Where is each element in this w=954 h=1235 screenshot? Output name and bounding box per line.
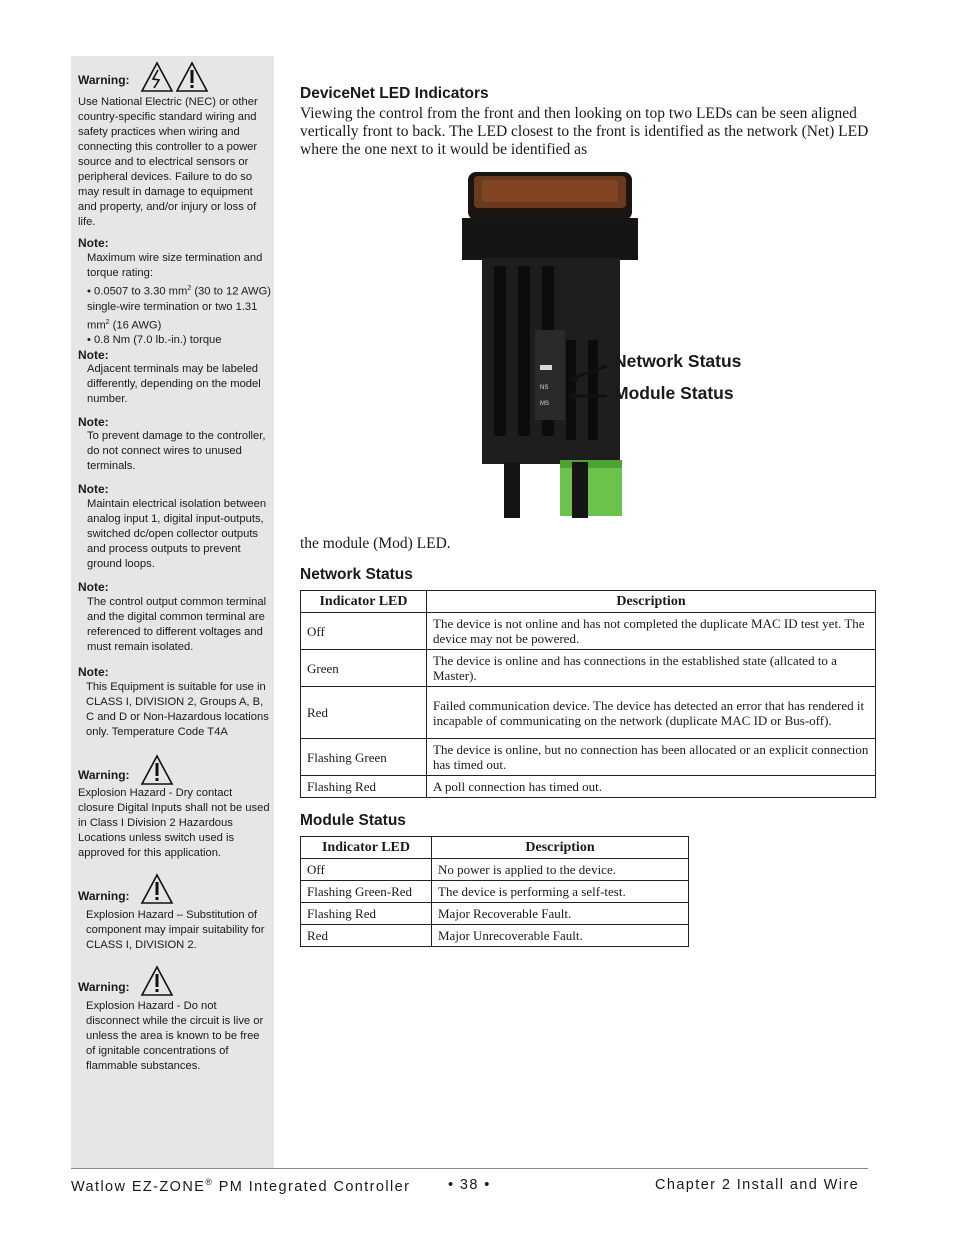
warning-triangle-icon: [140, 873, 174, 905]
warning-text: Explosion Hazard - Do not disconnect while the circuit is live or unless the area is known to be free of ignitable concentrations of flammable substances.: [86, 1000, 264, 1072]
table-cell: A poll connection has timed out.: [427, 776, 876, 798]
footer-product-suffix: PM Integrated Controller: [213, 1178, 411, 1195]
ms-tag: MS: [540, 401, 549, 407]
table-cell: Failed communication device. The device has detected an error that has rendered it incapable of communicating on the network (duplicate MAC ID or Bus-off).: [427, 687, 876, 739]
controller-photo: [460, 170, 640, 520]
note-label: Note:: [78, 415, 109, 429]
note-text: The control output common terminal and the digital common terminal are referenced to different voltages and must remain isolated.: [87, 596, 267, 653]
network-status-table: [300, 590, 876, 798]
warning-label: Warning:: [78, 889, 130, 903]
note-text: To prevent damage to the controller, do not connect wires to unused terminals.: [87, 430, 266, 472]
table-row: [301, 881, 689, 903]
module-status-heading: Module Status: [300, 812, 406, 829]
intro-paragraph: Viewing the control from the front and then looking on top two LEDs can be seen aligned vertically front to back. The LED closest to the front is identified as the network (Net) LED where the one next to it would be identified as: [300, 105, 869, 158]
table-cell: The device is online, but no connection has been allocated or an explicit connection has timed out.: [427, 739, 876, 776]
table-cell: Red: [301, 687, 427, 739]
section-heading: DeviceNet LED Indicators: [300, 85, 489, 102]
warning-triangle-icon: [140, 965, 174, 997]
table-row: [301, 903, 689, 925]
module-status-table: [300, 836, 689, 947]
table-row: [301, 776, 876, 798]
table-cell: The device is online and has connections in the established state (allcated to a Master).: [427, 650, 876, 687]
network-status-heading: Network Status: [300, 566, 413, 583]
note-intro: Maximum wire size termination and torque rating:: [87, 252, 263, 279]
footer-chapter: Chapter 2 Install and Wire: [655, 1177, 860, 1193]
table-cell: Green: [301, 650, 427, 687]
warning-text: Explosion Hazard - Dry contact closure Digital Inputs shall not be used in Class I Division 2 Hazardous Locations unless switch used is approved for this application.: [78, 787, 270, 859]
table-cell: Off: [301, 613, 427, 650]
column-header: Description: [432, 837, 689, 859]
superscript: 2: [187, 285, 192, 292]
table-cell: Major Recoverable Fault.: [432, 903, 689, 925]
warning-text: Explosion Hazard – Substitution of component may impair suitability for CLASS I, DIVISION 2.: [86, 909, 265, 951]
table-row: [301, 613, 876, 650]
warning-text: Use National Electric (NEC) or other country-specific standard wiring and safety practices when wiring and connecting this controller to a power source and to electrical sensors or peripheral devices. Failure to do so may result in damage to equipment and property, and/or injury or loss of life.: [78, 96, 258, 228]
table-cell: Flashing Green-Red: [301, 881, 432, 903]
table-cell: Flashing Red: [301, 776, 427, 798]
table-cell: Major Unrecoverable Fault.: [432, 925, 689, 947]
network-status-callout: Network Status: [614, 351, 742, 371]
warning-label: Warning:: [78, 980, 130, 994]
note-label: Note:: [78, 482, 109, 496]
page-number: • 38 •: [448, 1177, 491, 1193]
note-bullet-end: (16 AWG): [109, 319, 162, 332]
note-label: Note:: [78, 580, 109, 594]
table-row: [301, 739, 876, 776]
footer-divider: [71, 1168, 868, 1169]
note-bullet: • 0.8 Nm (7.0 lb.-in.) torque: [87, 334, 222, 347]
note-label: Note:: [78, 348, 109, 362]
column-header: Indicator LED: [301, 837, 432, 859]
table-cell: No power is applied to the device.: [432, 859, 689, 881]
column-header: Description: [427, 591, 876, 613]
table-cell: The device is not online and has not completed the duplicate MAC ID test yet. The device may not be powered.: [427, 613, 876, 650]
note-bullet-cont: (30 to 12 AWG) single-wire termination or two 1.31 mm: [87, 285, 272, 332]
note-text: This Equipment is suitable for use in CLASS I, DIVISION 2, Groups A, B, C and D or Non-Hazardous locations only. Temperature Code T4A: [86, 681, 269, 738]
note-label: Note:: [78, 236, 109, 250]
table-row: [301, 925, 689, 947]
note-text: Maintain electrical isolation between analog input 1, digital input-outputs, switched dc/open collector outputs and process outputs to prevent ground loops.: [87, 498, 267, 570]
table-row: [301, 859, 689, 881]
electrical-hazard-icon: [140, 61, 174, 93]
continued-paragraph: the module (Mod) LED.: [300, 535, 451, 552]
footer-product-name: Watlow EZ-ZONE: [71, 1178, 206, 1195]
note-label: Note:: [78, 665, 109, 679]
warning-triangle-icon: [175, 61, 209, 93]
note-text: [87, 251, 271, 348]
table-cell: Red: [301, 925, 432, 947]
column-header: Indicator LED: [301, 591, 427, 613]
ns-tag: NS: [540, 385, 549, 391]
table-cell: The device is performing a self-test.: [432, 881, 689, 903]
table-row: [301, 650, 876, 687]
table-cell: Off: [301, 859, 432, 881]
footer-product: [71, 1177, 410, 1195]
table-cell: Flashing Green: [301, 739, 427, 776]
table-header-row: [301, 837, 689, 859]
table-row: [301, 687, 876, 739]
note-bullet: • 0.0507 to 3.30 mm: [87, 285, 188, 298]
superscript: 2: [105, 318, 110, 326]
warning-triangle-icon: [140, 754, 174, 786]
table-cell: Flashing Red: [301, 903, 432, 925]
module-status-callout: Module Status: [614, 383, 734, 403]
table-header-row: [301, 591, 876, 613]
warning-label: Warning:: [78, 768, 130, 782]
note-text: Adjacent terminals may be labeled differently, depending on the model number.: [87, 363, 261, 405]
warning-label: Warning:: [78, 73, 130, 87]
registered-mark: ®: [205, 1177, 214, 1187]
